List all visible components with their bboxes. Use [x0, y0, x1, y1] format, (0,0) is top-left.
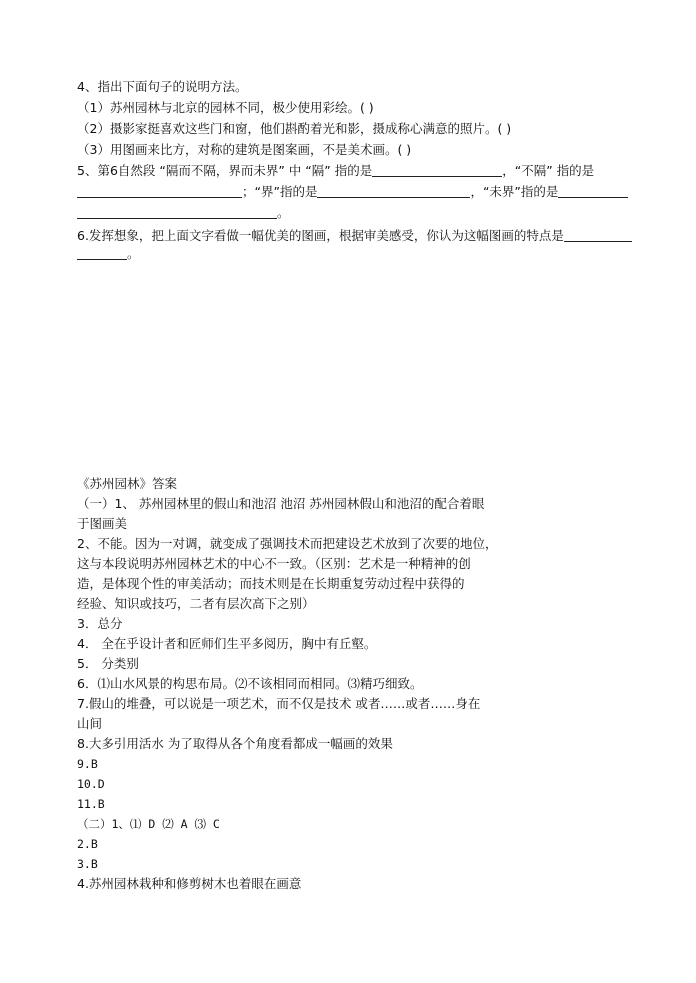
q5-blank-jie[interactable] — [317, 183, 470, 198]
q5-end: 。 — [277, 205, 290, 220]
answer-2-line-1: 2、不能。因为一对调，就变成了强调技术而把建设艺术放到了次要的地位， — [77, 536, 498, 551]
q5-line-3 — [77, 202, 696, 223]
answer-8: 8.大多引用活水 为了取得从各个角度看都成一幅画的效果 — [77, 736, 393, 751]
answer-1-line-1: （一）1、 苏州园林里的假山和池沼 池沼 苏州园林假山和池沼的配合着眼 — [77, 496, 485, 511]
q4-item-3: （3）用图画来比方，对称的建筑是图案画，不是美术画。( ) — [77, 142, 412, 157]
answer-1-line-2: 于图画美 — [77, 516, 128, 531]
q6-text: 6.发挥想象，把上面文字看做一幅优美的图画，根据审美感受，你认为这幅图画的特点是 — [77, 228, 564, 243]
answer-b3: 3.B — [77, 857, 98, 871]
answers-section — [77, 474, 517, 894]
q6-blank-cont[interactable] — [77, 245, 127, 260]
answer-4: 4． 全在乎设计者和匠师们生平多阅历，胸中有丘壑。 — [77, 636, 377, 651]
q5-line-1 — [77, 160, 696, 181]
answer-2-line-3: 造，是体现个性的审美活动；而技术则是在长期重复劳动过程中获得的 — [77, 576, 465, 591]
q6-blank[interactable] — [564, 227, 632, 242]
q5-blank-weijie[interactable] — [558, 183, 628, 198]
answer-7-line-2: 山间 — [77, 716, 103, 731]
answer-10: 10.D — [77, 777, 105, 791]
answers-heading: 《苏州园林》答案 — [77, 476, 178, 491]
answer-b2: 2.B — [77, 837, 98, 851]
q6-end: 。 — [127, 246, 140, 261]
q5-blank-ge[interactable] — [372, 162, 502, 177]
q5-line-2 — [77, 181, 696, 202]
answer-b1: （二）1、⑴ D ⑵ A ⑶ C — [77, 817, 220, 831]
q5-text-1: 5、第6自然段 “隔而不隔，界而未界” 中 “隔” 指的是 — [77, 163, 373, 178]
q5-text-2: ，“不隔” 指的是 — [502, 163, 595, 178]
q5-blank-weijie-cont[interactable] — [77, 204, 277, 219]
q5-blank-buge[interactable] — [77, 183, 242, 198]
answer-3: 3．总分 — [77, 616, 123, 631]
answer-5: 5． 分类别 — [77, 656, 139, 671]
answer-7-line-1: 7.假山的堆叠，可以说是一项艺术，而不仅是技术 或者……或者……身在 — [77, 696, 481, 711]
q4-title: 4、指出下面句子的说明方法。 — [77, 79, 248, 94]
q4-item-2: （2）摄影家挺喜欢这些门和窗，他们斟酌着光和影，摄成称心满意的照片。( ) — [77, 121, 512, 136]
q6-line-2 — [77, 243, 696, 264]
answer-11: 11.B — [77, 797, 105, 811]
answer-2-line-4: 经验、知识或技巧，二者有层次高下之别） — [77, 596, 315, 611]
q4-item-1: （1）苏州园林与北京的园林不同，极少使用彩绘。( ) — [77, 100, 374, 115]
q5-text-3: ；“界”指的是 — [242, 184, 318, 199]
q5-text-4: ，“未界”指的是 — [470, 184, 559, 199]
answer-9: 9.B — [77, 757, 98, 771]
answer-2-line-2: 这与本段说明苏州园林艺术的中心不一致。（区别：艺术是一种精神的创 — [77, 556, 471, 571]
answer-b4: 4.苏州园林栽种和修剪树木也着眼在画意 — [77, 876, 302, 891]
answer-6: 6．⑴山水风景的构思布局。⑵不该相同而相同。⑶精巧细致。 — [77, 676, 423, 691]
